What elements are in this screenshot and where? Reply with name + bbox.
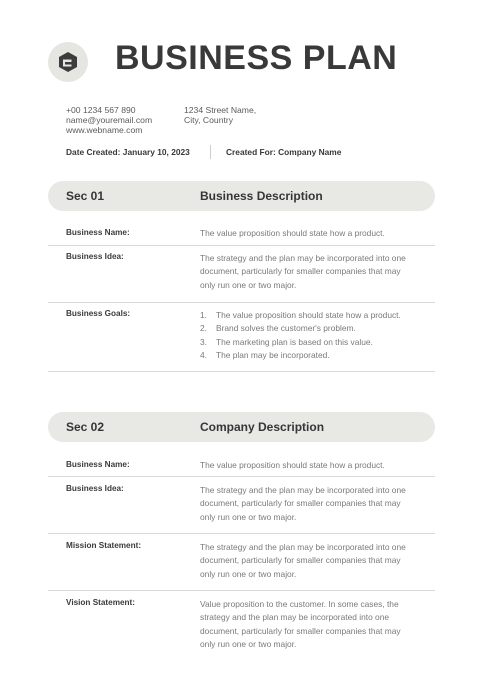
list-item: 4. The plan may be incorporated. xyxy=(200,350,330,361)
row-divider xyxy=(48,371,435,372)
list-item: 1. The value proposition should state how a product. xyxy=(200,310,401,320)
date-created: Date Created: January 10, 2023 xyxy=(66,147,190,157)
created-for: Created For: Company Name xyxy=(226,147,342,157)
website: www.webname.com xyxy=(66,125,143,136)
field-label: Business Name: xyxy=(66,460,130,469)
field-label: Mission Statement: xyxy=(66,541,142,550)
page-title: BUSINESS PLAN xyxy=(115,39,398,77)
field-label: Business Name: xyxy=(66,228,130,237)
address-block xyxy=(184,105,256,125)
row-divider xyxy=(48,302,435,303)
document-meta xyxy=(66,146,426,160)
contact-block xyxy=(66,105,152,136)
address-line: City, Country xyxy=(184,115,234,126)
field-value: Value proposition to the customer. In some cases, the strategy and the plan may be incorporated into one document, particularly for smaller companies that may only run one or two major. xyxy=(200,599,401,650)
row-divider xyxy=(48,533,435,534)
logo-icon xyxy=(48,42,88,82)
field-label: Business Goals: xyxy=(66,309,131,318)
field-value: The strategy and the plan may be incorporated into one document, particularly for smaller companies that may only run one or two major. xyxy=(200,542,406,579)
section-heading: Business Description xyxy=(200,189,323,203)
list-item: 3. The marketing plan is based on this value. xyxy=(200,336,373,347)
list-item: 2. Brand solves the customer's problem. xyxy=(200,323,356,334)
section-number: Sec 02 xyxy=(66,420,105,434)
field-label: Business Idea: xyxy=(66,252,124,261)
section-heading: Company Description xyxy=(200,420,325,434)
document-header xyxy=(48,40,448,86)
field-label: Business Idea: xyxy=(66,484,124,493)
row-divider xyxy=(48,245,435,246)
section-header xyxy=(48,181,435,211)
meta-divider xyxy=(210,145,211,159)
field-value: The strategy and the plan may be incorporated into one document, particularly for smaller companies that may only run one or two major. xyxy=(200,485,406,522)
phone-number: +00 1234 567 890 xyxy=(66,105,136,115)
row-divider xyxy=(48,476,435,477)
goals-list xyxy=(200,309,410,363)
row-divider xyxy=(48,590,435,591)
section-number: Sec 01 xyxy=(66,189,105,203)
field-label: Vision Statement: xyxy=(66,598,136,607)
field-value: The strategy and the plan may be incorporated into one document, particularly for smaller companies that may only run one or two major. xyxy=(200,253,406,290)
address-line: 1234 Street Name, xyxy=(184,105,257,115)
field-value: The value proposition should state how a product. xyxy=(200,228,385,238)
field-value: The value proposition should state how a product. xyxy=(200,460,385,470)
section-header xyxy=(48,412,435,442)
email-address: name@youremail.com xyxy=(66,115,153,126)
